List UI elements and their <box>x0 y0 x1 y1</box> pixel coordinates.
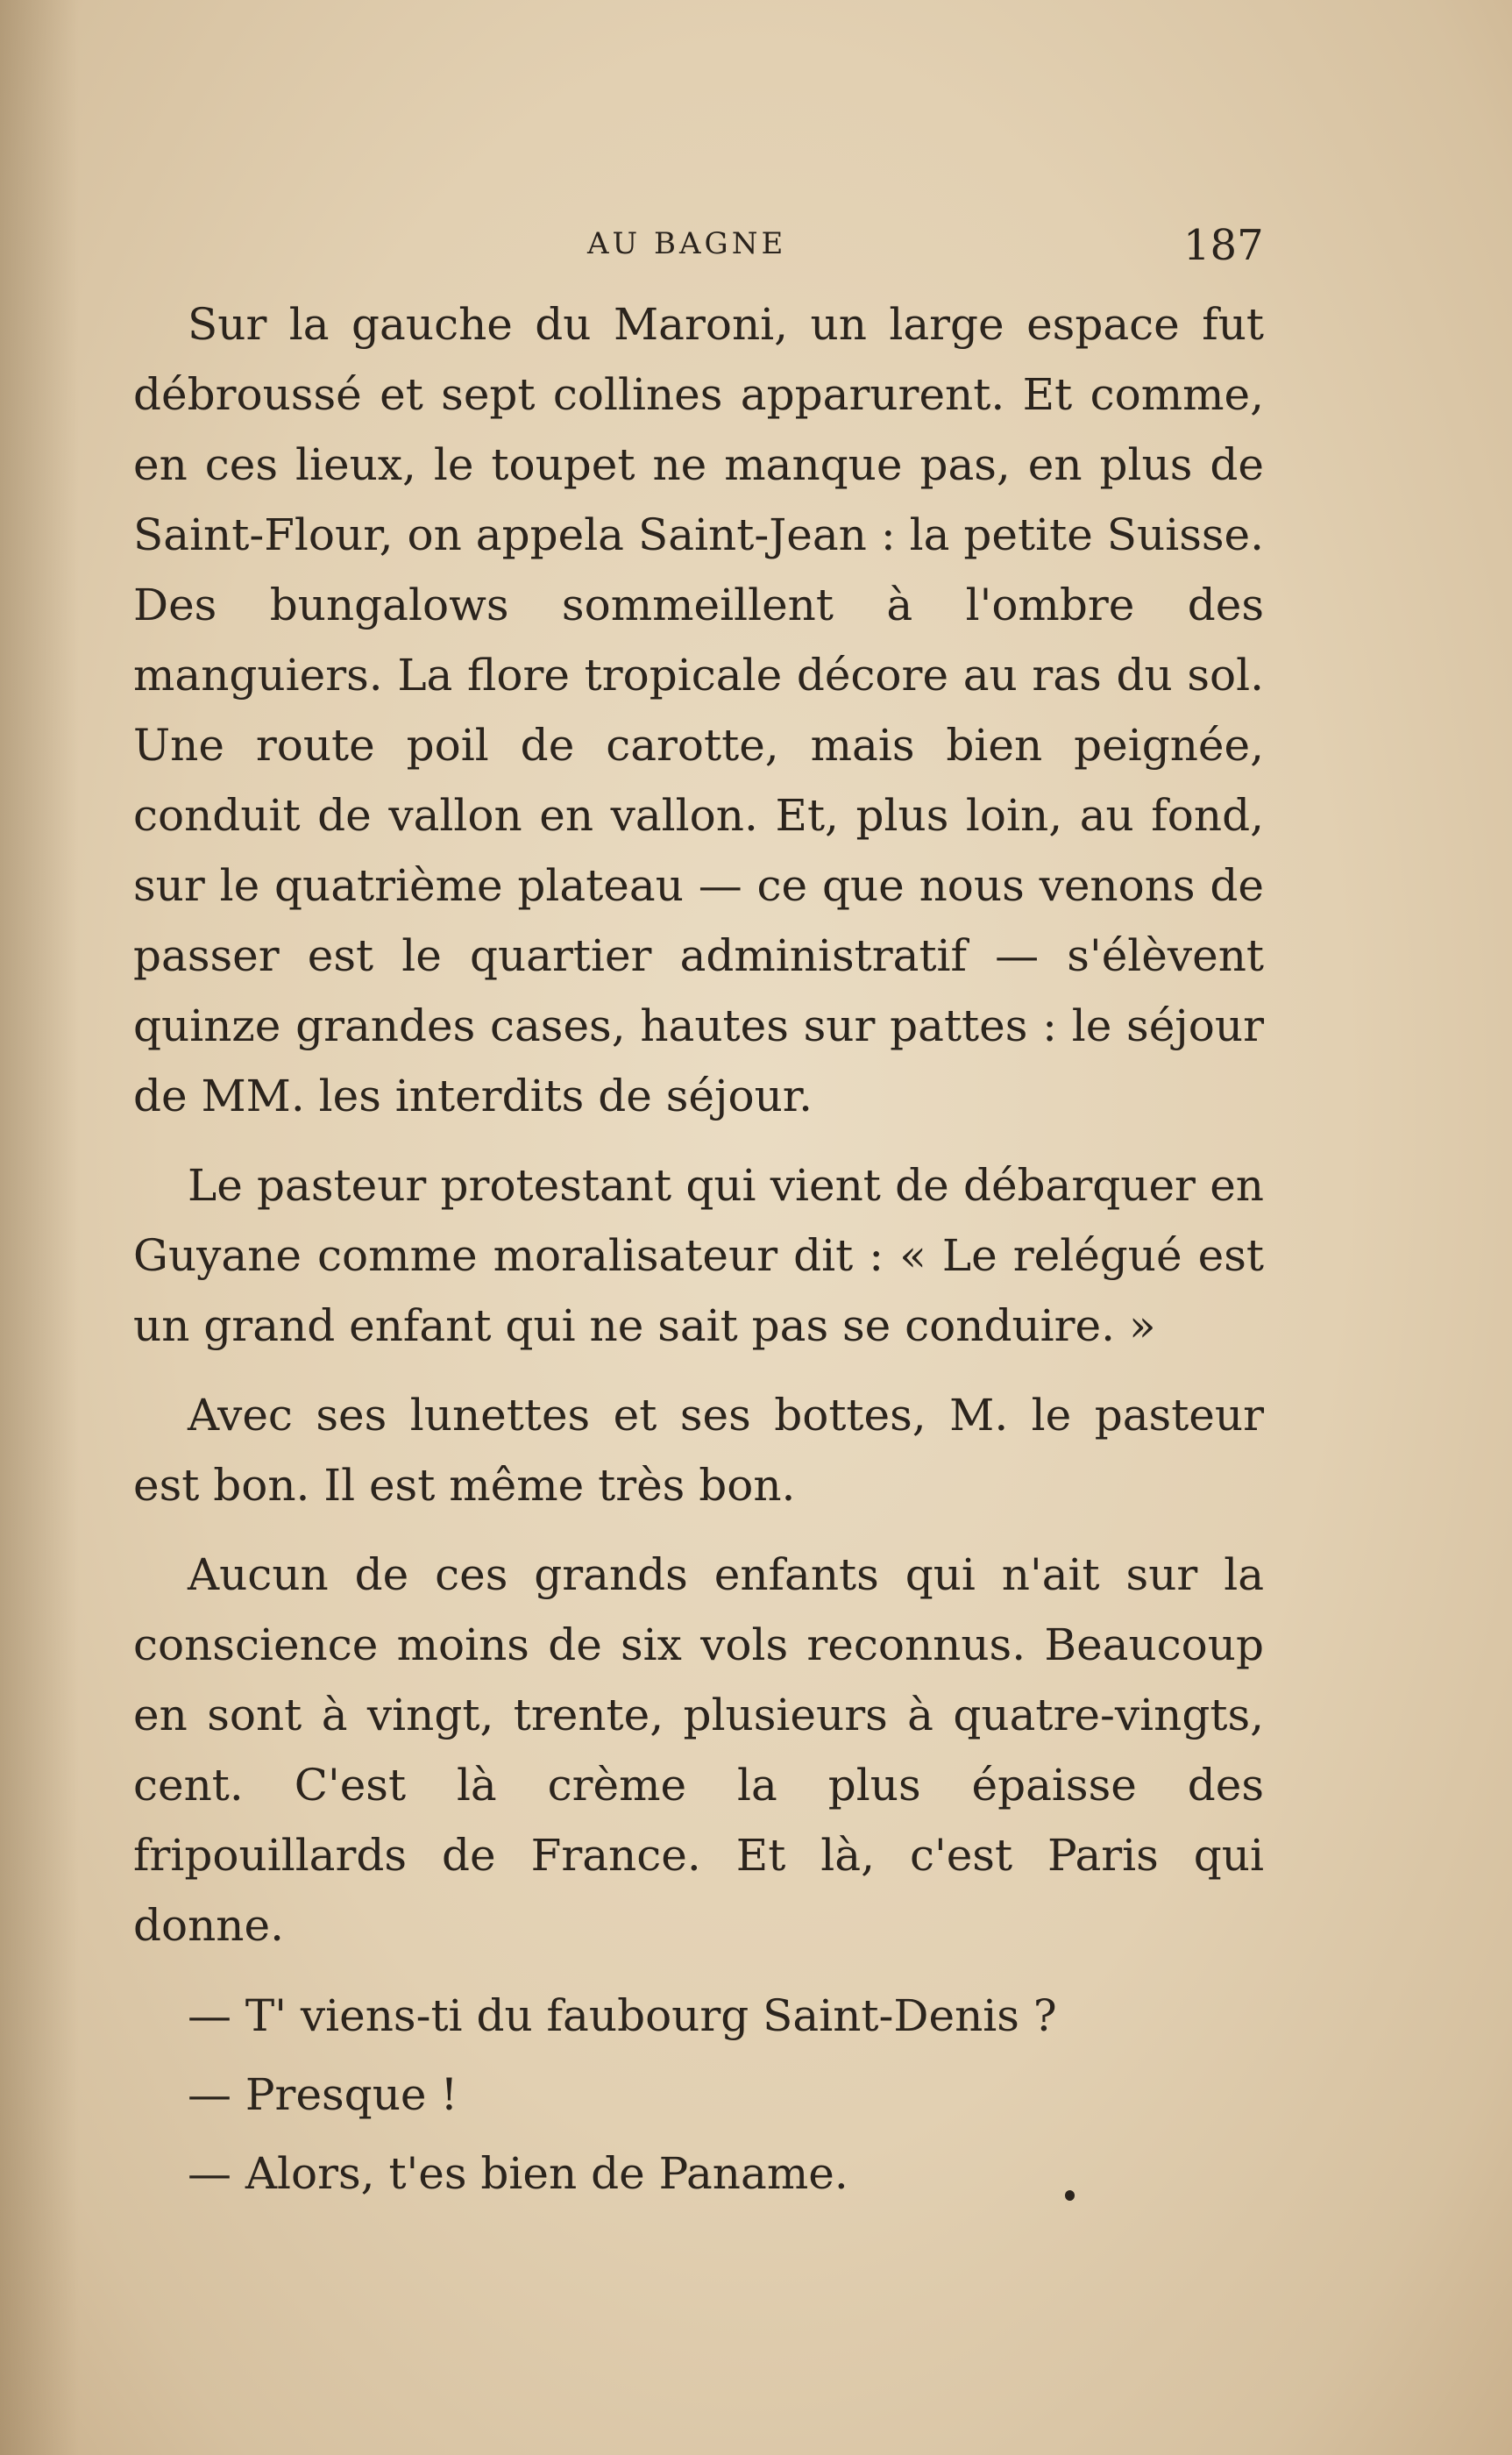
running-head <box>0 221 1512 279</box>
ink-dot <box>1065 2190 1075 2201</box>
dialogue-line-3: — Alors, t'es bien de Paname. <box>188 2148 848 2199</box>
paragraph-3: Avec ses lunettes et ses bottes, M. le pasteur est bon. Il est même très bon. <box>133 1390 1264 1511</box>
paragraph-2: Le pasteur protestant qui vient de débarquer en Guyane comme moralisateur dit : « Le relégué est un grand enfant qui ne sait pas se conduire. » <box>133 1160 1264 1351</box>
text-block <box>133 289 1264 2210</box>
dialogue-line-1: — T' viens-ti du faubourg Saint-Denis ? <box>188 1990 1057 2041</box>
page-number: 187 <box>1183 221 1264 270</box>
paragraph-1: Sur la gauche du Maroni, un large espace fut débroussé et sept collines apparurent. Et comme, en ces lieux, le toupet ne manque pas, en plus de Saint-Flour, on appela Saint-Jean : la petite Suisse. Des bungalows sommeillent à l'ombre des manguiers. La flore tropicale décore au ras du sol. Une route poil de carotte, mais bien peignée, conduit de vallon en vallon. Et, plus loin, au fond, sur le quatrième plateau — ce que nous venons de passer est le quartier administratif — s'élèvent quinze grandes cases, hautes sur pattes : le séjour de MM. les interdits de séjour. <box>133 299 1264 1121</box>
dialogue-line-2: — Presque ! <box>188 2069 458 2120</box>
running-title: AU BAGNE <box>587 226 787 261</box>
paragraph-4: Aucun de ces grands enfants qui n'ait sur la conscience moins de six vols reconnus. Beaucoup en sont à vingt, trente, plusieurs à quatre-vingts, cent. C'est là crème la plus épaisse des fripouillards de France. Et là, c'est Paris qui donne. <box>133 1549 1264 1951</box>
spine-shadow <box>0 0 79 2455</box>
